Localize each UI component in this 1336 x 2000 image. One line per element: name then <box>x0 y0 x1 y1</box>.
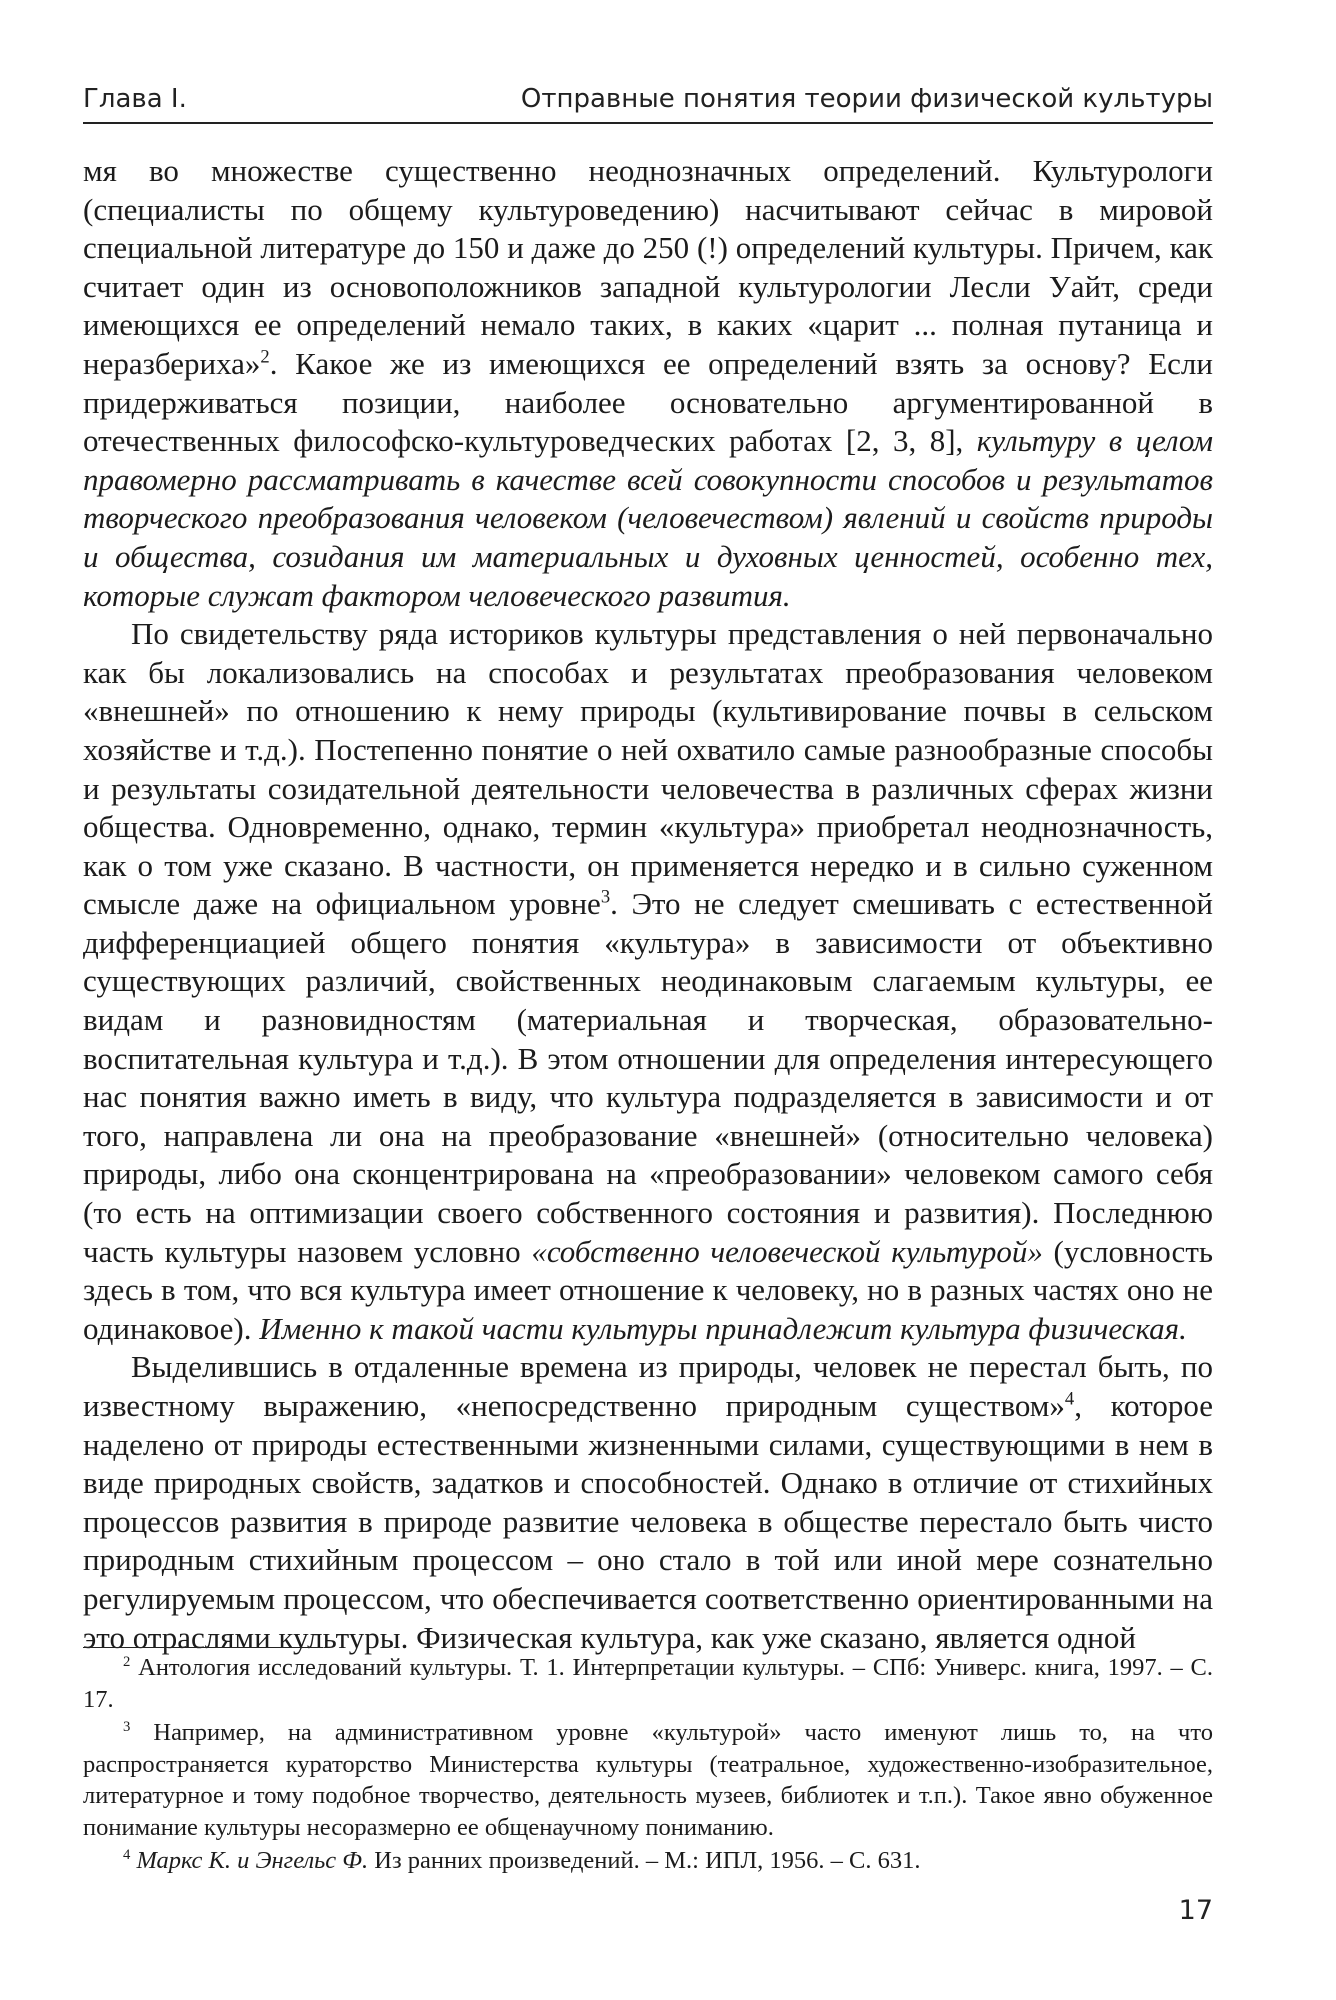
paragraph-3 <box>83 1348 1213 1657</box>
paragraph-2 <box>83 615 1213 1348</box>
physical-culture-emphasis: Именно к такой части культуры принадлежит культура физическая. <box>259 1310 1187 1346</box>
footnote-author: Маркс К. и Энгельс Ф. <box>136 1847 369 1874</box>
footnote-text: Антология исследований культуры. Т. 1. Интерпретации культуры. – СПб: Универс. книга, 1997. – С. 17. <box>83 1654 1213 1713</box>
paragraph-2-text-a: По свидетельству ряда историков культуры представления о ней первоначально как бы локализовались на способах и результатах преобразования человеком «внешней» по отношению к нему природы (культивирование почвы в сельском хозяйстве и т.д.). Постепенно понятие о ней охватило самые разнообразные способы и результаты созидательной деятельности человечества в различных сферах жизни общества. Одновременно, однако, термин «культура» приобретал неоднозначность, как о том уже сказано. В частности, он применяется нередко и в сильно суженном смысле даже на официальном уровне <box>83 616 1213 922</box>
footnote-divider <box>83 1647 323 1648</box>
paragraph-3-text-a: Выделившись в отдаленные времена из природы, человек не перестал быть, по известному выражению, «непосредственно природным существом» <box>83 1349 1213 1423</box>
footnote-2 <box>83 1652 1213 1715</box>
paragraph-1-text-b: . Какое же из имеющихся ее определений взять за основу? Если придерживаться позиции, наиболее основательно аргументированной в отечественных философско-культуроведческих работах [2, 3, 8], <box>83 345 1213 459</box>
footnotes <box>83 1652 1213 1877</box>
footnote-number: 2 <box>123 1653 131 1670</box>
footnote-3 <box>83 1717 1213 1843</box>
chapter-label: Глава I. <box>83 84 187 114</box>
footnote-ref-4: 4 <box>1064 1388 1075 1410</box>
footnote-number: 4 <box>123 1846 131 1863</box>
chapter-title: Отправные понятия теории физической культуры <box>520 84 1213 114</box>
culture-definition-emphasis: культуру в целом правомерно рассматривать в качестве всей совокупности способов и результатов творческого преобразования человеком (человечеством) явлений и свойств природы и общества, созидания им материальных и духовных ценностей, особенно тех, которые служат фактором человеческого развития. <box>83 423 1213 613</box>
running-header <box>83 78 1213 124</box>
footnote-text: Например, на административном уровне «культурой» часто именуют лишь то, на что распространяется кураторство Министерства культуры (театральное, художественно-изобразительное, литературное и тому подобное творчество, деятельность музеев, библиотек и т.п.). Такое явно обуженное понимание культуры несоразмерно ее общенаучному пониманию. <box>83 1719 1213 1841</box>
paragraph-3-text-b: , которое наделено от природы естественными жизненными силами, существующими в нем в виде природных свойств, задатков и способностей. Однако в отличие от стихийных процессов развития в природе развитие человека в обществе перестало быть чисто природным стихийным процессом – оно стало в той или иной мере сознательно регулируемым процессом, что обеспечивается соответственно ориентированными на это отраслями культуры. Физическая культура, как уже сказано, является одной <box>83 1388 1213 1655</box>
footnote-ref-3: 3 <box>600 886 611 908</box>
paragraph-1-text-a: мя во множестве существенно неоднозначных определений. Культурологи (специалисты по общему культуроведению) насчитывают сейчас в мировой специальной литературе до 150 и даже до 250 (!) определений культуры. Причем, как считает один из основоположников западной культурологии Лесли Уайт, среди имеющихся ее определений немало таких, в каких «царит ... полная путаница и неразбериха» <box>83 153 1213 381</box>
footnote-text: Из ранних произведений. – М.: ИПЛ, 1956. – С. 631. <box>368 1847 921 1874</box>
paragraph-1 <box>83 152 1213 615</box>
human-culture-emphasis: «собственно человеческой культурой» <box>531 1233 1043 1269</box>
footnote-number: 3 <box>123 1718 131 1735</box>
footnote-4 <box>83 1845 1213 1877</box>
paragraph-2-text-b: . Это не следует смешивать с естественной дифференциацией общего понятия «культура» в зависимости от объективно существующих различий, свойственных неодинаковым слагаемым культуры, ее видам и разновидностям (материальная и творческая, образовательно-воспитательная культура и т.д.). В этом отношении для определения интересующего нас понятия важно иметь в виду, что культура подразделяется в зависимости и от того, направлена ли она на преобразование «внешней» (относительно человека) природы, либо она сконцентрирована на «преобразовании» человеком самого себя (то есть на оптимизации своего собственного состояния и развития). Последнюю часть культуры назовем условно <box>83 886 1213 1269</box>
footnote-ref-2: 2 <box>260 346 270 368</box>
paragraph-2-text-c: (условность здесь в том, что вся культура имеет отношение к человеку, но в разных частях оно не одинаковое). <box>83 1233 1214 1346</box>
body-text <box>83 152 1213 1657</box>
page-number: 17 <box>1178 1895 1213 1926</box>
